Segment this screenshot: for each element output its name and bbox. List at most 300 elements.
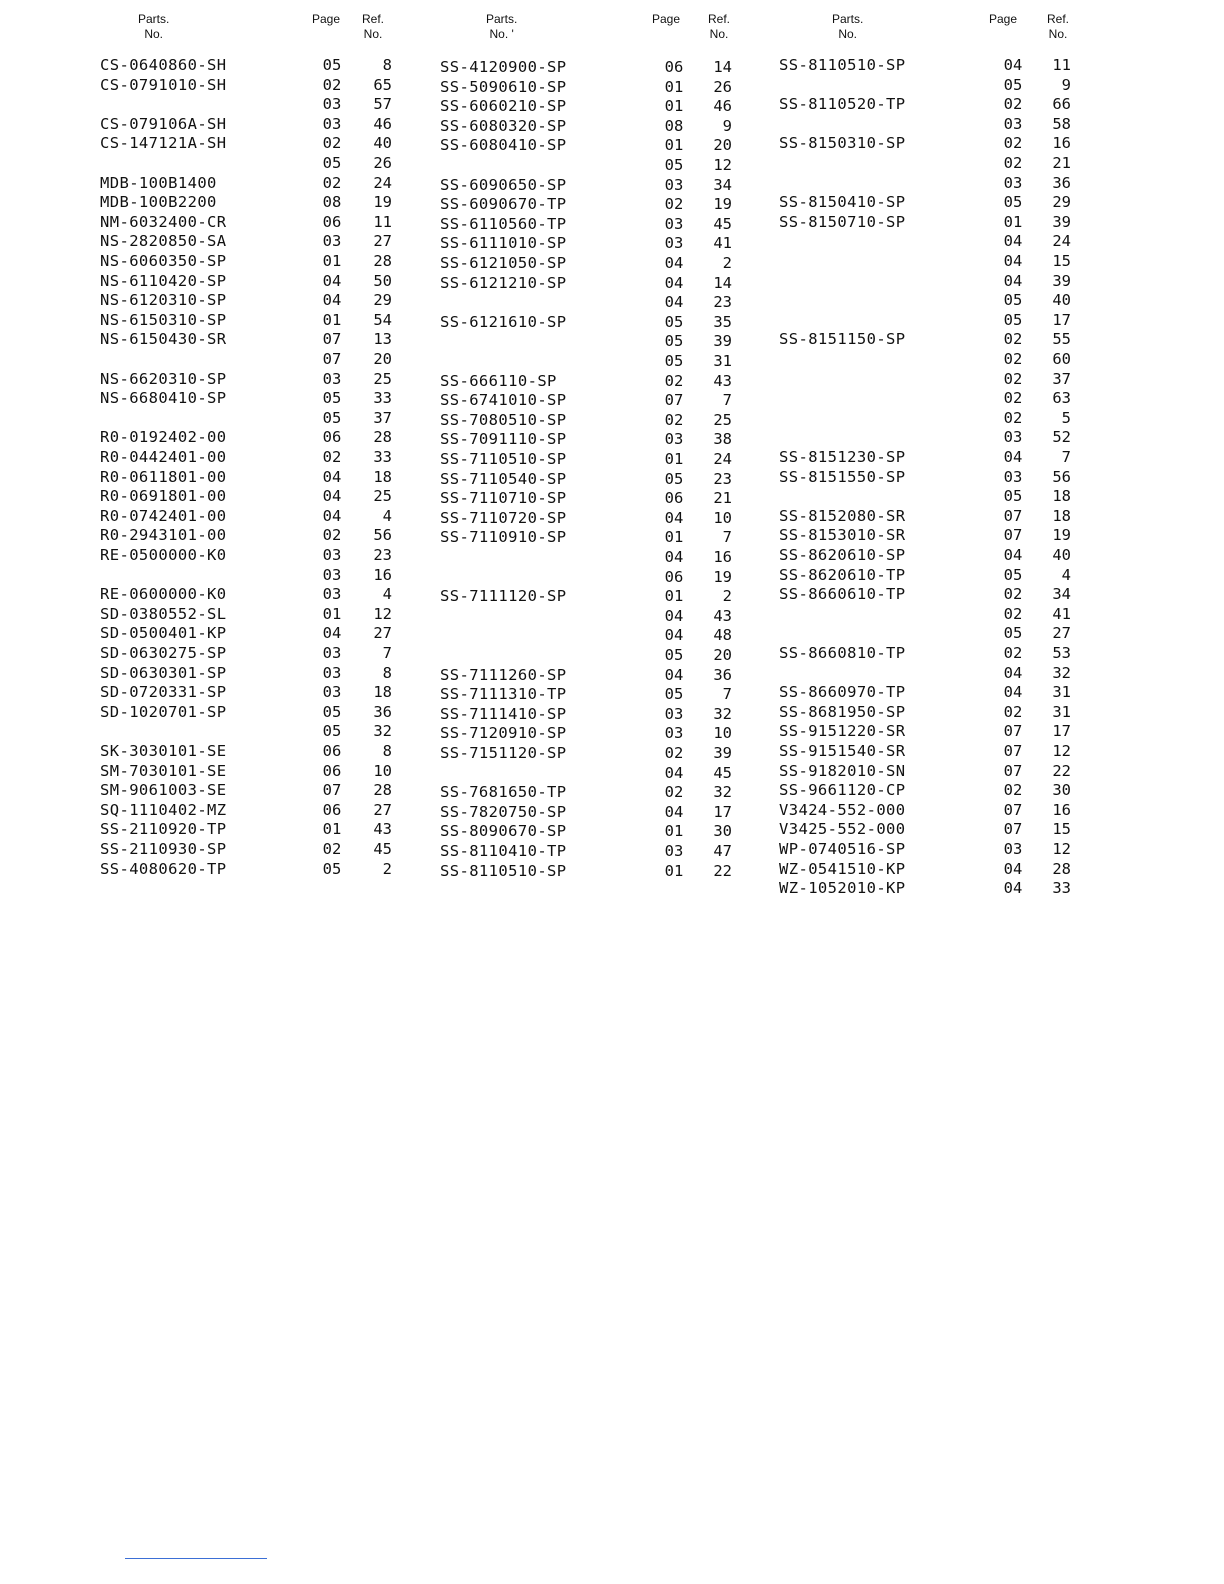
page-number: 06 — [664, 567, 684, 586]
part-number: SS-6080410-SP — [440, 136, 567, 155]
page-number: 04 — [664, 802, 684, 821]
page-number: 02 — [1003, 134, 1023, 153]
part-number: SS-4080620-TP — [100, 859, 227, 878]
ref-number: 32 — [1052, 663, 1071, 682]
ref-number: 19 — [713, 195, 732, 214]
page-number: 05 — [322, 702, 342, 721]
page-number: 05 — [664, 156, 684, 174]
part-number: SS-8110510-SP — [440, 861, 567, 880]
ref-number: 32 — [713, 704, 732, 723]
ref-number: 38 — [713, 430, 732, 449]
ref-number: 10 — [713, 724, 732, 743]
ref-number: 28 — [373, 252, 392, 270]
page-number: 06 — [664, 489, 684, 508]
page-number: 03 — [1003, 173, 1023, 192]
ref-number: 15 — [1052, 820, 1071, 839]
part-number: R0-0742401-00 — [100, 506, 227, 525]
page-number: 06 — [322, 428, 342, 447]
page-number: 06 — [322, 212, 342, 231]
ref-number: 43 — [713, 371, 732, 390]
ref-number: 55 — [1052, 330, 1071, 349]
ref-number: 31 — [1052, 702, 1071, 721]
page-number: 02 — [1003, 350, 1023, 368]
ref-number: 27 — [373, 624, 392, 643]
ref-number: 23 — [713, 469, 732, 488]
page-number: 01 — [664, 822, 684, 841]
ref-number: 19 — [373, 193, 392, 212]
parts-no-header: Parts. No. ' — [486, 12, 518, 41]
ref-number: 27 — [373, 800, 392, 819]
page-number: 04 — [1003, 448, 1023, 466]
part-number: R0-0691801-00 — [100, 487, 227, 506]
ref-number: 18 — [1052, 506, 1071, 525]
part-number: SS-8110520-TP — [779, 95, 906, 114]
ref-number: 27 — [373, 232, 392, 251]
ref-number: 39 — [713, 744, 732, 762]
page-number: 07 — [1003, 722, 1023, 741]
page-number: 01 — [1003, 212, 1023, 231]
page-number: 01 — [664, 861, 684, 880]
part-number: SS-8681950-SP — [779, 702, 906, 721]
ref-number: 47 — [713, 842, 732, 860]
ref-no-header: Ref. No. — [1047, 12, 1070, 41]
ref-number: 18 — [373, 467, 392, 486]
part-number: SS-6090670-TP — [440, 195, 567, 214]
page-number: 04 — [1003, 546, 1023, 564]
page-number: 02 — [322, 526, 342, 545]
part-number: SS-7111310-TP — [440, 685, 567, 704]
page-number: 03 — [322, 369, 342, 388]
part-number: SS-6121210-SP — [440, 273, 567, 292]
page-number: 04 — [322, 271, 342, 290]
page-number: 01 — [664, 450, 684, 468]
part-number: SS-8110510-SP — [779, 56, 906, 74]
ref-number: 19 — [713, 567, 732, 586]
ref-number: 45 — [373, 840, 392, 858]
page-number: 03 — [322, 565, 342, 584]
part-number: NS-6620310-SP — [100, 369, 227, 388]
ref-number: 39 — [1052, 271, 1071, 290]
parts-no-header: Parts. No. — [138, 12, 170, 41]
page-number: 05 — [664, 685, 684, 704]
page-number: 02 — [1003, 389, 1023, 408]
page-number: 02 — [664, 783, 684, 802]
ref-number: 8 — [382, 56, 392, 74]
page-number: 04 — [322, 624, 342, 643]
part-number: SD-0630275-SP — [100, 644, 227, 662]
ref-number: 25 — [713, 410, 732, 429]
parts-no-header: Parts. No. — [832, 12, 864, 41]
page-number: 04 — [664, 254, 684, 272]
page-number: 02 — [1003, 95, 1023, 114]
ref-number: 2 — [382, 859, 392, 878]
page-number: 02 — [1003, 644, 1023, 662]
ref-number: 23 — [713, 293, 732, 312]
ref-number: 25 — [373, 369, 392, 388]
part-number: SS-8150310-SP — [779, 134, 906, 153]
page-number: 04 — [664, 508, 684, 527]
ref-number: 58 — [1052, 114, 1071, 133]
part-number: NS-6060350-SP — [100, 252, 227, 270]
ref-number: 20 — [373, 350, 392, 368]
ref-number: 11 — [373, 212, 392, 231]
ref-number: 18 — [373, 683, 392, 702]
ref-number: 40 — [1052, 546, 1071, 564]
ref-number: 65 — [373, 75, 392, 94]
page-number: 02 — [322, 840, 342, 858]
ref-number: 39 — [713, 332, 732, 351]
part-number: SS-7111120-SP — [440, 587, 567, 606]
ref-number: 8 — [382, 663, 392, 682]
part-number: NS-6110420-SP — [100, 271, 227, 290]
ref-number: 7 — [722, 391, 732, 410]
ref-number: 63 — [1052, 389, 1071, 408]
page-number: 07 — [1003, 761, 1023, 780]
page-number: 05 — [322, 154, 342, 172]
ref-number: 19 — [1052, 526, 1071, 545]
ref-number: 30 — [1052, 781, 1071, 800]
part-number: SS-8620610-SP — [779, 546, 906, 564]
page-number: 02 — [1003, 330, 1023, 349]
ref-number: 5 — [1061, 408, 1071, 427]
part-number: MDB-100B2200 — [100, 193, 217, 212]
ref-number: 17 — [1052, 310, 1071, 329]
ref-number: 66 — [1052, 95, 1071, 114]
ref-number: 40 — [1052, 291, 1071, 310]
part-number: SS-6080320-SP — [440, 116, 567, 135]
page-number: 01 — [322, 604, 342, 623]
ref-number: 16 — [713, 548, 732, 566]
ref-number: 24 — [373, 173, 392, 192]
ref-number: 37 — [1052, 369, 1071, 388]
ref-number: 32 — [373, 722, 392, 741]
ref-number: 8 — [382, 742, 392, 760]
part-number: SS-7111410-SP — [440, 704, 567, 723]
page-number: 01 — [322, 310, 342, 329]
ref-number: 12 — [713, 156, 732, 174]
part-number: SS-7110710-SP — [440, 489, 567, 508]
page-number: 05 — [322, 389, 342, 408]
ref-number: 24 — [713, 450, 732, 468]
part-number: SS-8151230-SP — [779, 448, 906, 466]
part-number: WZ-0541510-KP — [779, 859, 906, 878]
ref-number: 17 — [1052, 722, 1071, 741]
part-number: R0-0442401-00 — [100, 448, 227, 466]
part-number: CS-0791010-SH — [100, 75, 227, 94]
page-number: 03 — [1003, 428, 1023, 447]
part-number: SM-9061003-SE — [100, 781, 227, 800]
ref-number: 52 — [1052, 428, 1071, 447]
part-number: SD-0500401-KP — [100, 624, 227, 643]
part-number: SS-7110910-SP — [440, 528, 567, 547]
page-number: 04 — [1003, 271, 1023, 290]
ref-number: 60 — [1052, 350, 1071, 368]
part-number: SS-7120910-SP — [440, 724, 567, 743]
ref-number: 28 — [1052, 859, 1071, 878]
part-number: SS-7080510-SP — [440, 410, 567, 429]
ref-number: 13 — [373, 330, 392, 349]
ref-number: 30 — [713, 822, 732, 841]
part-number: SS-6121610-SP — [440, 312, 567, 331]
page-number: 02 — [1003, 604, 1023, 623]
page-number: 05 — [322, 859, 342, 878]
ref-number: 14 — [713, 58, 732, 76]
ref-number: 29 — [373, 291, 392, 310]
ref-number: 54 — [373, 310, 392, 329]
ref-number: 21 — [1052, 154, 1071, 172]
ref-number: 56 — [1052, 467, 1071, 486]
part-number: SS-7681650-TP — [440, 783, 567, 802]
page-number: 02 — [1003, 408, 1023, 427]
page-number: 04 — [322, 467, 342, 486]
part-number: SS-8090670-SP — [440, 822, 567, 841]
part-number: R0-0192402-00 — [100, 428, 227, 447]
ref-number: 9 — [1061, 75, 1071, 94]
page-number: 01 — [322, 820, 342, 839]
page-number: 02 — [664, 195, 684, 214]
part-number: SS-2110930-SP — [100, 840, 227, 858]
page-number: 04 — [664, 548, 684, 566]
ref-number: 48 — [713, 626, 732, 645]
page-number: 03 — [664, 842, 684, 860]
page-number: 05 — [1003, 291, 1023, 310]
page-number: 03 — [322, 683, 342, 702]
part-number: RE-0500000-K0 — [100, 546, 227, 564]
part-number: SS-8150410-SP — [779, 193, 906, 212]
page-number: 04 — [1003, 252, 1023, 270]
page-number: 01 — [322, 252, 342, 270]
part-number: NS-6150430-SR — [100, 330, 227, 349]
ref-number: 4 — [1061, 565, 1071, 584]
part-number: MDB-100B1400 — [100, 173, 217, 192]
part-number: SS-666110-SP — [440, 371, 557, 390]
part-number: NS-6120310-SP — [100, 291, 227, 310]
part-number: V3424-552-000 — [779, 800, 906, 819]
part-number: SS-8150710-SP — [779, 212, 906, 231]
ref-number: 46 — [713, 97, 732, 116]
part-number: SS-9182010-SN — [779, 761, 906, 780]
page-number: 03 — [322, 663, 342, 682]
page-number: 08 — [322, 193, 342, 212]
page-number: 06 — [664, 58, 684, 76]
page-number: 01 — [664, 77, 684, 96]
page-number: 03 — [322, 546, 342, 564]
ref-number: 33 — [373, 389, 392, 408]
page-number: 02 — [1003, 369, 1023, 388]
page-number: 08 — [664, 116, 684, 135]
part-number: SS-6090650-SP — [440, 175, 567, 194]
part-number: SS-7151120-SP — [440, 744, 567, 762]
ref-number: 7 — [1061, 448, 1071, 466]
ref-number: 16 — [1052, 134, 1071, 153]
part-number: SS-8152080-SR — [779, 506, 906, 525]
page-header: Page — [652, 12, 681, 26]
ref-number: 46 — [373, 114, 392, 133]
part-number: SS-6111010-SP — [440, 234, 567, 253]
ref-number: 4 — [382, 585, 392, 604]
page-number: 07 — [1003, 800, 1023, 819]
part-number: SS-8151150-SP — [779, 330, 906, 349]
ref-number: 14 — [713, 273, 732, 292]
footer-rule — [125, 1558, 267, 1559]
ref-number: 34 — [713, 175, 732, 194]
page-number: 07 — [322, 330, 342, 349]
ref-number: 7 — [722, 685, 732, 704]
page-number: 03 — [322, 644, 342, 662]
part-number: SS-8153010-SR — [779, 526, 906, 545]
page-number: 04 — [664, 273, 684, 292]
ref-number: 11 — [1052, 56, 1071, 74]
ref-number: 43 — [713, 606, 732, 625]
part-number: SM-7030101-SE — [100, 761, 227, 780]
page-number: 05 — [664, 352, 684, 370]
ref-number: 56 — [373, 526, 392, 545]
ref-number: 29 — [1052, 193, 1071, 212]
ref-number: 40 — [373, 134, 392, 153]
page-number: 03 — [322, 114, 342, 133]
ref-number: 12 — [1052, 742, 1071, 760]
ref-number: 15 — [1052, 252, 1071, 270]
part-number: SS-9661120-CP — [779, 781, 906, 800]
ref-no-header: Ref. No. — [708, 12, 731, 41]
ref-number: 31 — [713, 352, 732, 370]
ref-number: 2 — [722, 587, 732, 606]
page-number: 05 — [1003, 310, 1023, 329]
part-number: SS-7091110-SP — [440, 430, 567, 449]
ref-number: 10 — [713, 508, 732, 527]
ref-number: 20 — [713, 136, 732, 155]
ref-number: 36 — [373, 702, 392, 721]
page-number: 05 — [664, 312, 684, 331]
ref-number: 33 — [373, 448, 392, 466]
part-number: SS-2110920-TP — [100, 820, 227, 839]
page-number: 02 — [322, 448, 342, 466]
page-number: 03 — [1003, 114, 1023, 133]
ref-number: 7 — [382, 644, 392, 662]
part-number: RE-0600000-K0 — [100, 585, 227, 604]
ref-number: 9 — [722, 116, 732, 135]
page-number: 05 — [1003, 193, 1023, 212]
part-number: SS-8151550-SP — [779, 467, 906, 486]
page-number: 03 — [1003, 467, 1023, 486]
page-number: 02 — [664, 371, 684, 390]
ref-number: 45 — [713, 214, 732, 233]
page-number: 04 — [1003, 663, 1023, 682]
part-number: SD-1020701-SP — [100, 702, 227, 721]
ref-number: 37 — [373, 408, 392, 427]
ref-number: 45 — [713, 763, 732, 782]
part-number: CS-0640860-SH — [100, 56, 227, 74]
page-number: 03 — [664, 175, 684, 194]
ref-number: 16 — [1052, 800, 1071, 819]
page-number: 07 — [664, 391, 684, 410]
page-number: 01 — [664, 136, 684, 155]
page-number: 03 — [664, 724, 684, 743]
part-number: CS-079106A-SH — [100, 114, 227, 133]
page-number: 03 — [664, 214, 684, 233]
ref-number: 22 — [713, 861, 732, 880]
page-number: 05 — [1003, 75, 1023, 94]
page-number: 04 — [664, 293, 684, 312]
page-number: 07 — [322, 350, 342, 368]
page-number: 07 — [1003, 526, 1023, 545]
part-number: R0-0611801-00 — [100, 467, 227, 486]
page-number: 01 — [664, 528, 684, 547]
page-number: 02 — [322, 134, 342, 153]
ref-number: 28 — [373, 781, 392, 800]
page-number: 04 — [1003, 683, 1023, 702]
ref-number: 28 — [373, 428, 392, 447]
ref-number: 41 — [1052, 604, 1071, 623]
page-number: 07 — [1003, 742, 1023, 760]
page-number: 05 — [1003, 565, 1023, 584]
page-number: 04 — [322, 506, 342, 525]
part-number: SS-6060210-SP — [440, 97, 567, 116]
page-number: 03 — [664, 704, 684, 723]
ref-number: 16 — [373, 565, 392, 584]
part-number: SS-8620610-TP — [779, 565, 906, 584]
ref-number: 26 — [373, 154, 392, 172]
part-number: WP-0740516-SP — [779, 840, 906, 858]
page-number: 02 — [1003, 154, 1023, 172]
page-number: 03 — [322, 232, 342, 251]
part-number: CS-147121A-SH — [100, 134, 227, 153]
part-number: SS-7110540-SP — [440, 469, 567, 488]
ref-number: 34 — [1052, 585, 1071, 604]
ref-number: 21 — [713, 489, 732, 508]
ref-number: 31 — [1052, 683, 1071, 702]
ref-no-header: Ref. No. — [362, 12, 385, 41]
part-number: SS-6741010-SP — [440, 391, 567, 410]
page-number: 04 — [322, 487, 342, 506]
part-number: SS-8660610-TP — [779, 585, 906, 604]
part-number: SD-0720331-SP — [100, 683, 227, 702]
ref-number: 39 — [1052, 212, 1071, 231]
page-number: 07 — [1003, 506, 1023, 525]
ref-number: 35 — [713, 312, 732, 331]
part-number: V3425-552-000 — [779, 820, 906, 839]
page-number: 04 — [1003, 56, 1023, 74]
ref-number: 7 — [722, 528, 732, 547]
part-number: SS-7110510-SP — [440, 450, 567, 468]
page-number: 06 — [322, 742, 342, 760]
page-number: 05 — [664, 332, 684, 351]
part-number: NS-6150310-SP — [100, 310, 227, 329]
page-number: 07 — [322, 781, 342, 800]
page-number: 02 — [1003, 781, 1023, 800]
page-number: 01 — [664, 97, 684, 116]
page-number: 04 — [322, 291, 342, 310]
page-number: 03 — [322, 585, 342, 604]
page-number: 04 — [664, 626, 684, 645]
part-number: SK-3030101-SE — [100, 742, 227, 760]
page-number: 05 — [322, 722, 342, 741]
part-number: R0-2943101-00 — [100, 526, 227, 545]
page-number: 04 — [1003, 859, 1023, 878]
part-number: SS-8660810-TP — [779, 644, 906, 662]
part-number: SS-6121050-SP — [440, 254, 567, 272]
ref-number: 24 — [1052, 232, 1071, 251]
part-number: SD-0380552-SL — [100, 604, 227, 623]
page-header: Page — [989, 12, 1018, 26]
part-number: SS-7820750-SP — [440, 802, 567, 821]
ref-number: 18 — [1052, 487, 1071, 506]
page-number: 06 — [322, 761, 342, 780]
page-number: 02 — [664, 744, 684, 762]
page-number: 04 — [664, 665, 684, 684]
page-number: 02 — [1003, 585, 1023, 604]
part-number: SS-7110720-SP — [440, 508, 567, 527]
